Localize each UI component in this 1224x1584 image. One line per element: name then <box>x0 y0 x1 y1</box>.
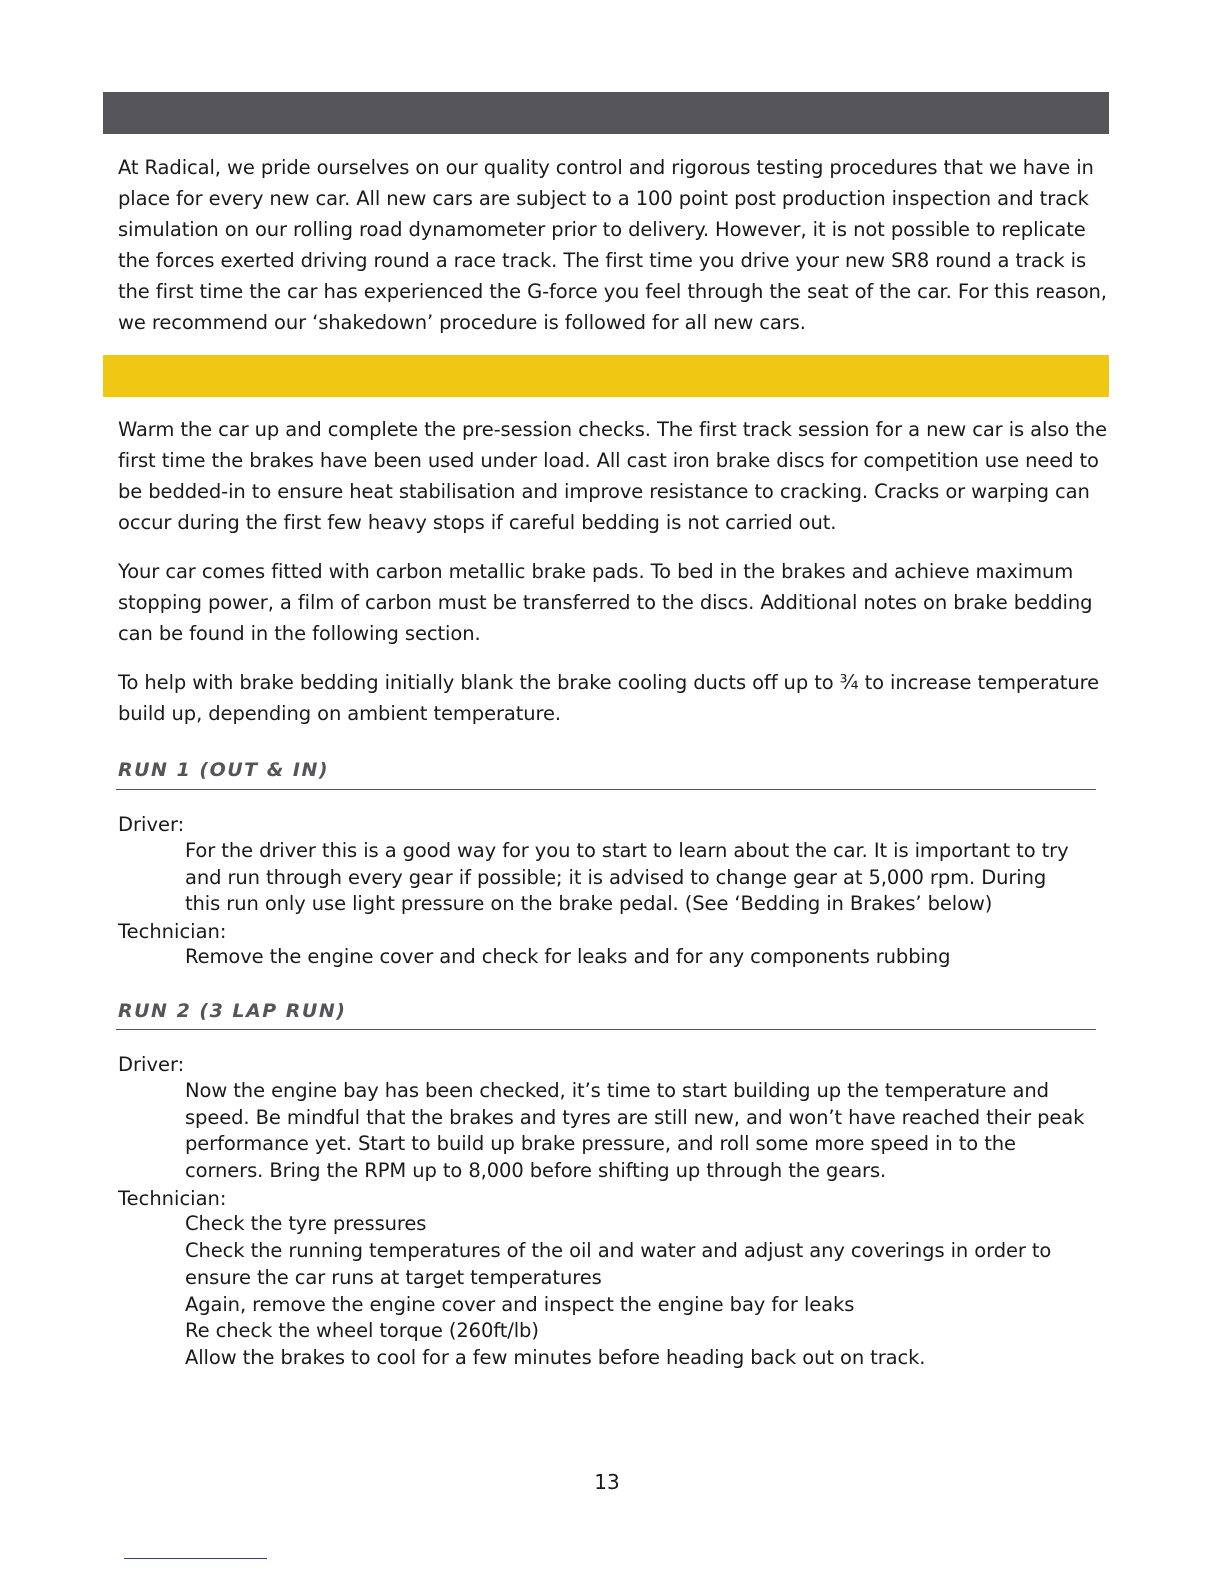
run2-tech-item: Check the running temperatures of the oil and water and adjust any coverings in order to ensure the car runs at target temperatures <box>185 1239 1052 1289</box>
footer-link-underline <box>124 1558 267 1559</box>
run2-driver-label: Driver: <box>118 1053 185 1076</box>
run2-heading: RUN 2 (3 LAP RUN) <box>118 1000 347 1022</box>
run1-heading: RUN 1 (OUT & IN) <box>118 759 330 781</box>
run2-rule <box>116 1029 1096 1030</box>
run2-technician-label: Technician: <box>118 1187 227 1210</box>
run1-technician-text: Remove the engine cover and check for leaks and for any components rubbing <box>185 945 951 968</box>
section-header-bar <box>103 92 1109 134</box>
run1-driver-text: For the driver this is a good way for you to start to learn about the car. It is important to try and run through every gear if possible; it is advised to change gear at 5,000 rpm. During this run only use light pressure on the brake pedal. (See ‘Bedding in Brakes’ below) <box>185 839 1069 916</box>
run1-driver-label: Driver: <box>118 813 185 836</box>
run2-tech-item: Allow the brakes to cool for a few minutes before heading back out on track. <box>185 1346 926 1369</box>
page-number: 13 <box>594 1470 620 1494</box>
intro-paragraph: At Radical, we pride ourselves on our quality control and rigorous testing procedures that we have in place for every new car. All new cars are subject to a 100 point post production inspection and track simulation on our rolling road dynamometer prior to delivery. However, it is not possible to replicate the forces exerted driving round a race track. The first time you drive your new SR8 round a track is the first time the car has experienced the G-force you feel through the seat of the car. For this reason, we recommend our ‘shakedown’ procedure is followed for all new cars. <box>118 156 1107 334</box>
run2-driver-text: Now the engine bay has been checked, it’s time to start building up the temperature and speed. Be mindful that the brakes and tyres are still new, and won’t have reached their peak performance yet. Start to build up brake pressure, and roll some more speed in to the corners. Bring the RPM up to 8,000 before shifting up through the gears. <box>185 1079 1085 1183</box>
paragraph-brake-pads: Your car comes fitted with carbon metallic brake pads. To bed in the brakes and achieve maximum stopping power, a film of carbon must be transferred to the discs. Additional notes on brake bedding can be found in the following section. <box>118 560 1093 645</box>
run2-tech-item: Check the tyre pressures <box>185 1212 427 1235</box>
paragraph-warmup: Warm the car up and complete the pre-session checks. The first track session for a new car is also the first time the brakes have been used under load. All cast iron brake discs for competition use need to be bedded-in to ensure heat stabilisation and improve resistance to cracking. Cracks or warping can occur during the first few heavy stops if careful bedding is not carried out. <box>118 418 1108 534</box>
subsection-header-bar <box>103 355 1109 397</box>
run1-technician-label: Technician: <box>118 920 227 943</box>
run2-tech-item: Again, remove the engine cover and inspect the engine bay for leaks <box>185 1293 855 1316</box>
run2-tech-item: Re check the wheel torque (260ft/lb) <box>185 1319 539 1342</box>
paragraph-cooling-ducts: To help with brake bedding initially blank the brake cooling ducts off up to ¾ to increase temperature build up, depending on ambient temperature. <box>118 671 1099 725</box>
run1-rule <box>116 789 1096 790</box>
